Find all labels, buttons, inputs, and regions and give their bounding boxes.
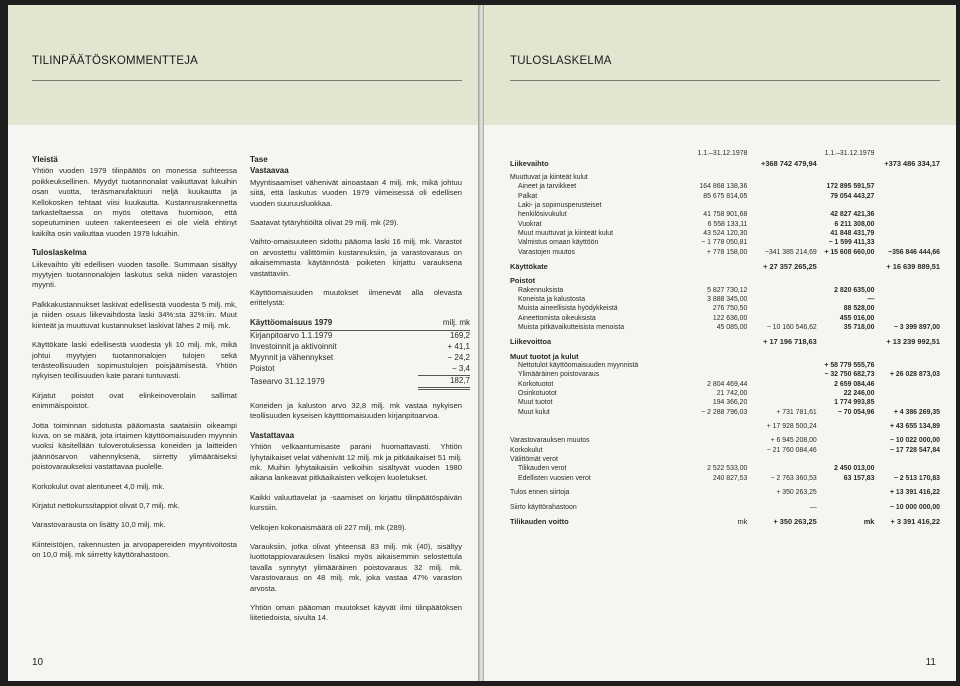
value-1978-detail: 164 868 138,36: [699, 183, 748, 191]
value-1978-total: [747, 370, 816, 379]
value-1978-detail: 85 675 814,05: [703, 192, 748, 200]
row-label: Liikevaihto: [510, 158, 549, 168]
value-1979-total: + 13 239 992,51: [886, 337, 940, 347]
income-row: [510, 408, 940, 417]
row-label: Liikevoittoa: [510, 337, 552, 347]
value-1978-detail: [686, 201, 747, 210]
value-1978-detail: mk: [737, 516, 748, 526]
value-1979-detail: 35 718,00: [843, 324, 875, 332]
row-label: Käyttökate: [510, 261, 548, 271]
paragraph: [32, 520, 237, 530]
kt-row: [250, 375, 470, 388]
right-page: [484, 5, 956, 681]
value-1978-total: − 2 763 360,53: [770, 474, 817, 482]
value-1978-total: [747, 210, 816, 219]
value-1978-detail: 45 085,00: [716, 324, 748, 332]
value-1979-detail: [817, 502, 875, 511]
paragraph: [250, 155, 462, 165]
value-1978-total: + 17 196 718,63: [763, 337, 817, 347]
paragraph-heading: Vastattavaa: [250, 430, 295, 440]
paragraph: [32, 248, 237, 291]
value-1979-total: [874, 276, 940, 285]
value-1978-total: [747, 201, 816, 210]
income-row: [510, 436, 940, 445]
value-1979-total: [874, 210, 940, 219]
value-1978-total: +368 742 479,94: [761, 158, 817, 168]
row-label: Valmistus omaan käyttöön: [518, 239, 599, 247]
value-1978-total: − 21 760 084,46: [766, 446, 817, 454]
value-1978-detail: 5 827 730,12: [707, 286, 748, 294]
income-row: [510, 210, 940, 219]
row-label: Palkat: [518, 192, 538, 200]
value-1978-detail: [686, 173, 747, 182]
paragraph-text: Velkojen kokonaismäärä oli 227 milj. mk (289).: [250, 522, 407, 532]
value-1979-detail: [817, 276, 875, 285]
value-1978-detail: [686, 370, 747, 379]
period-1979: 1.1.–31.12.1979: [824, 150, 875, 158]
value-1979-total: [874, 219, 940, 228]
kt-value: − 24,2: [447, 353, 470, 363]
row-label: Välittömät verot: [510, 456, 558, 464]
paragraph-text: Kirjatut poistot ovat elinkeinoverolain sallimat enimmäispoistot.: [32, 390, 237, 411]
value-1979-total: [874, 464, 940, 473]
value-1979-detail: [817, 201, 875, 210]
paragraph-heading: Vastaavaa: [250, 166, 289, 176]
value-1978-detail: 194 366,20: [712, 399, 748, 407]
value-1979-detail: [817, 446, 875, 455]
value-1978-detail: 276 750,50: [712, 305, 748, 313]
value-1979-total: [874, 191, 940, 200]
paragraph: [250, 237, 462, 279]
value-1979-total: − 3 399 897,00: [893, 324, 940, 332]
income-row: [510, 323, 940, 332]
value-1978-total: [747, 464, 816, 473]
right-page-number: 11: [925, 657, 936, 668]
income-row: [510, 422, 940, 431]
value-1979-detail: 2 820 635,00: [834, 286, 875, 294]
row-label: Siirto käyttörahastoon: [510, 503, 577, 511]
value-1979-detail: mk: [863, 516, 875, 526]
kt-label: Tasearvo 31.12.1979: [250, 376, 325, 386]
value-1978-detail: + 778 158,00: [706, 248, 748, 256]
paragraph: [250, 603, 462, 624]
row-label: [510, 422, 686, 431]
value-1979-detail: 88 528,00: [843, 305, 875, 313]
row-label: Nettotulot käyttöomaisuuden myynnistä: [518, 362, 639, 370]
value-1979-total: +373 486 334,17: [884, 158, 940, 168]
row-label: Tulos ennen siirtoja: [510, 489, 570, 497]
value-1978-detail: 6 558 133,11: [707, 220, 748, 228]
row-label: henkilösivukulut: [518, 211, 567, 219]
value-1978-detail: [686, 361, 747, 370]
value-1979-total: [874, 295, 940, 304]
value-1978-detail: [686, 488, 747, 497]
kayttoomaisuus-table: [250, 318, 470, 390]
kt-label: Investoinnit ja aktivoinnit: [250, 342, 337, 352]
row-label: Aineet ja tarvikkeet: [518, 183, 577, 191]
value-1978-detail: [686, 276, 747, 285]
value-1979-detail: + 15 608 660,00: [824, 248, 875, 256]
income-row: [510, 455, 940, 464]
value-1979-total: [874, 455, 940, 464]
value-1978-detail: [686, 158, 747, 167]
paragraph-text: Varauksiin, jotka olivat yhteensä 83 milj. mk (40), sisältyy luottotappiovarauksen lisäksi myös aikaisemmin selostettula tavalla synnytyt ylimääräinen poistovaraus 32 milj. mk. Varastovaraus on 48 milj. mk, joka vastaa 47% varaston arvosta.: [250, 541, 462, 593]
value-1978-total: [747, 229, 816, 238]
value-1979-total: [874, 380, 940, 389]
row-label: Varastovarauksen muutos: [510, 437, 590, 445]
value-1979-total: + 43 655 134,89: [889, 423, 940, 431]
value-1979-total: −356 846 444,66: [888, 248, 940, 256]
value-1978-total: [747, 398, 816, 407]
paragraph: [250, 523, 462, 533]
kt-row: [250, 353, 470, 364]
paragraph-text: Korkokulut ovat alentuneet 4,0 milj. mk.: [32, 481, 165, 491]
income-row: [510, 247, 940, 256]
value-1979-detail: 2 450 013,00: [834, 465, 875, 473]
value-1978-total: [747, 219, 816, 228]
value-1979-total: [874, 182, 940, 191]
paragraph: [250, 166, 462, 209]
row-label: Muuttuvat ja kiinteät kulut: [510, 173, 588, 181]
row-label: Korkokulut: [510, 446, 543, 454]
value-1978-total: + 27 357 265,25: [763, 261, 817, 271]
value-1978-detail: 43 524 120,30: [703, 229, 748, 237]
value-1979-total: [874, 229, 940, 238]
paragraph-text: Kiinteistöjen, rakennusten ja arvopapereiden myyntivoitosta on 10,0 milj. mk siirretty käyttörahastoon.: [32, 539, 237, 560]
paragraph: [250, 431, 462, 484]
paragraph: [32, 340, 237, 382]
paragraph: [250, 542, 462, 594]
value-1978-total: [747, 380, 816, 389]
paragraph-text: Yhtiön oman pääoman muutokset käyvät ilmi tilinpäätöksen liitetiedoista, sivulta 14.: [250, 602, 462, 623]
value-1978-total: + 6 945 208,00: [770, 437, 817, 445]
income-row: [510, 238, 940, 247]
kt-unit: milj. mk: [418, 318, 470, 331]
value-1978-detail: 240 827,53: [712, 474, 748, 482]
value-1979-total: [874, 304, 940, 313]
kt-label: Poistot: [250, 364, 275, 374]
value-1979-detail: [817, 455, 875, 464]
row-label: Muista pitkävaikutteisista menoista: [518, 324, 625, 332]
income-row: [510, 517, 940, 526]
value-1979-total: − 10 000 000,00: [889, 503, 940, 511]
row-label: Osinkotuotot: [518, 390, 557, 398]
value-1979-total: − 17 728 547,84: [889, 446, 940, 454]
value-1979-detail: 42 827 421,36: [830, 211, 875, 219]
income-row: [510, 370, 940, 379]
kt-title-row: [250, 318, 470, 331]
paragraph: [250, 401, 462, 422]
value-1979-detail: [817, 436, 875, 445]
value-1978-detail: [686, 436, 747, 445]
left-page-number: 10: [32, 657, 44, 668]
value-1979-total: − 2 513 170,83: [893, 474, 940, 482]
kt-label: Kirjanpitoarvo 1.1.1979: [250, 331, 333, 341]
row-label: Muut kulut: [518, 408, 550, 416]
value-1979-detail: 455 016,00: [839, 314, 875, 322]
value-1978-total: [747, 191, 816, 200]
value-1979-detail: 6 211 308,00: [834, 220, 875, 228]
paragraph-text: Käyttökate laski edellisestä vuodesta yli 10 milj. mk, mikä johtui myytyjen tuotannonalojen tulojen sekä terästeollisuuden sopimustulojen poisjäämisestä. Yhtiön nykyisen teollisuuden kate parani tuntuvasti.: [32, 340, 237, 381]
value-1979-detail: 79 054 443,27: [830, 192, 875, 200]
income-row: [510, 276, 940, 285]
paragraph: [32, 482, 237, 492]
income-row: [510, 314, 940, 323]
paragraph-text: Vaihto-omaisuuteen sidottu pääoma laski 16 milj. mk. Varastot on arvostettu välittömiin kustannuksiin, ja varastovaraus on aikaisemmasta käytännöstä poiketen kirjattu varauksena vastattaviin.: [250, 237, 462, 278]
value-1979-detail: − 1 599 411,33: [828, 239, 875, 247]
paragraph-text: Kaikki valuuttavelat ja -saamiset on kirjattu tilinpäätöspäivän kurssiin.: [250, 492, 462, 513]
value-1978-detail: [686, 352, 747, 361]
income-row: [510, 182, 940, 191]
value-1978-total: [747, 295, 816, 304]
kt-title: Käyttöomaisuus 1979: [250, 318, 418, 331]
value-1978-total: [747, 276, 816, 285]
paragraph-heading: Tuloslaskelma: [32, 248, 87, 258]
row-label: Koneista ja kalustosta: [518, 295, 586, 303]
paragraph-text: Yhtiön velkaantumisaste parani huomattavasti. Yhtiön lyhytaikaiset velat vähenivät 12 milj. mk ja pitkäaikaiset 51 milj. mk. Muihin lyhytaikaisiin velkoihin sisältyvät vuoden 1980 aikana lankeavat pitkäaikaisten velkojen kuoletukset.: [250, 442, 462, 483]
value-1978-total: + 731 781,61: [776, 408, 817, 416]
paragraph-heading: Tase: [250, 155, 268, 164]
row-label: Vuokrat: [518, 220, 542, 228]
value-1978-total: − 10 160 546,62: [766, 324, 817, 332]
paragraph-heading: Yleistä: [32, 155, 58, 164]
right-header-rule: [510, 80, 940, 81]
left-column-1: [32, 155, 237, 570]
paragraph: [32, 300, 237, 331]
paragraph-text: Yhtiön vuoden 1979 tilinpäätös on monessa suhteessa poikkeuksellinen. Myydyt tuotannonalat vaikuttavat lukuihin osan vuotta, teräsmanufaktuuri neljä kuukautta ja Kellokosken tehtaat viisi kuukautta. Kustannusrakennetta tarkasteltaessa on myös otettava huomioon, että sopeutuminen uuteen rakenteeseen ei ole vielä ehtinyt kaikilta osin vaikuttaa vuoden 1979 lukuihin.: [32, 166, 237, 238]
kt-row: [250, 330, 470, 342]
value-1978-detail: 2 804 469,44: [707, 380, 748, 388]
value-1978-total: [747, 182, 816, 191]
row-label: Muista aineellisista hyödykkeistä: [518, 305, 618, 313]
value-1979-detail: [817, 352, 875, 361]
value-1978-total: [747, 238, 816, 247]
kt-value: 182,7: [418, 375, 470, 388]
value-1979-detail: [817, 158, 875, 167]
value-1978-total: [747, 352, 816, 361]
paragraph-text: Käyttöomaisuuden muutokset ilmenevät alla olevasta erittelystä:: [250, 288, 462, 308]
paragraph-text: Palkkakustannukset laskivat edellisestä vuodesta 5 milj. mk, ja niiden osuus liikevaihdosta laski 34%:sta 32%:iin. Muut kiinteät ja muuttuvat kustannukset laskivat lähes 2 milj. mk.: [32, 299, 237, 330]
row-label: Muut tuotot ja kulut: [510, 351, 579, 361]
income-row: [510, 464, 940, 473]
income-row: [510, 488, 940, 497]
paragraph-text: Liikevaihto ylti edellisen vuoden tasolle. Summaan sisältyy myytyjen tuotannonalojen laskutus sekä niiden varastojen myynti.: [32, 259, 237, 290]
row-label: Edellisten vuosien verot: [518, 474, 591, 482]
value-1978-total: [747, 361, 816, 370]
value-1978-total: [747, 304, 816, 313]
value-1978-detail: [686, 455, 747, 464]
value-1979-total: [874, 238, 940, 247]
income-row: [510, 361, 940, 370]
paragraph-text: Saatavat tytäryhtiöiltä olivat 29 milj. mk (29).: [250, 218, 399, 228]
value-1979-detail: —: [867, 295, 875, 303]
value-1979-total: [874, 173, 940, 182]
row-label: Laki- ja sopimusperusteiset: [518, 201, 602, 209]
value-1978-detail: 122 636,00: [712, 314, 748, 322]
left-page: [8, 5, 478, 681]
value-1979-detail: 63 157,83: [843, 474, 875, 482]
value-1978-detail: [686, 262, 747, 271]
value-1979-total: [874, 398, 940, 407]
value-1979-total: + 16 639 889,51: [886, 261, 940, 271]
value-1978-detail: [686, 337, 747, 346]
value-1978-detail: [686, 502, 747, 511]
income-row: [510, 474, 940, 483]
income-row: [510, 201, 940, 210]
row-label: Varastojen muutos: [518, 248, 575, 256]
income-row: [510, 502, 940, 511]
paragraph-text: Kirjatut nettokurssitappiot olivat 0,7 milj. mk.: [32, 500, 180, 510]
income-row: [510, 380, 940, 389]
value-1979-detail: [817, 173, 875, 182]
income-row: [510, 285, 940, 294]
value-1978-detail: 21 742,00: [716, 390, 748, 398]
kt-row: [250, 364, 470, 376]
income-row: [510, 304, 940, 313]
book-spread: [8, 5, 956, 681]
row-label: Muut muuttuvat ja kiinteät kulut: [518, 229, 613, 237]
value-1979-detail: − 32 750 682,73: [824, 371, 875, 379]
left-column-2: [250, 155, 470, 633]
value-1979-total: − 10 022 000,00: [889, 437, 940, 445]
value-1979-detail: 22 246,00: [843, 390, 875, 398]
income-row: [510, 173, 940, 182]
value-1978-total: —: [809, 503, 817, 511]
value-1978-total: [747, 455, 816, 464]
kt-value: + 41,1: [447, 342, 470, 352]
value-1978-detail: − 1 778 050,81: [701, 239, 748, 247]
value-1979-total: [874, 201, 940, 210]
right-section-title: TULOSLASKELMA: [510, 55, 612, 67]
value-1978-detail: 3 888 345,00: [707, 295, 748, 303]
value-1979-detail: 172 895 591,57: [826, 183, 875, 191]
value-1978-total: + 17 928 500,24: [766, 423, 817, 431]
value-1978-detail: − 2 288 796,03: [701, 408, 748, 416]
value-1978-detail: [686, 446, 747, 455]
row-label: Tilikauden voitto: [510, 516, 569, 526]
value-1978-total: + 350 263,25: [773, 516, 817, 526]
paragraph: [32, 501, 237, 511]
income-row: [510, 191, 940, 200]
kt-value: 169,2: [449, 331, 470, 341]
value-1979-detail: − 70 054,96: [837, 408, 875, 416]
row-label: Poistot: [510, 276, 536, 286]
value-1979-total: [874, 352, 940, 361]
value-1978-detail: 2 522 533,00: [707, 465, 748, 473]
income-statement: [510, 149, 940, 526]
value-1979-detail: 1 774 993,85: [834, 399, 875, 407]
value-1979-detail: 2 659 084,46: [834, 380, 875, 388]
value-1979-total: + 3 391 416,22: [890, 516, 940, 526]
income-row: [510, 219, 940, 228]
paragraph: [250, 218, 462, 228]
value-1978-detail: [686, 422, 747, 431]
value-1979-total: [874, 285, 940, 294]
income-row: [510, 398, 940, 407]
value-1979-detail: + 58 779 555,76: [824, 362, 875, 370]
income-row: [510, 352, 940, 361]
left-section-title: TILINPÄÄTÖSKOMMENTTEJA: [32, 55, 199, 67]
period-1978: 1.1.–31.12.1978: [697, 150, 748, 158]
value-1978-total: [747, 285, 816, 294]
kt-label: Myynnit ja vähennykset: [250, 353, 334, 363]
value-1979-total: + 13 391 416,22: [889, 489, 940, 497]
paragraph: [32, 421, 237, 473]
income-row: [510, 389, 940, 398]
value-1979-total: + 26 028 873,03: [889, 371, 940, 379]
paragraph-text: Jotta toiminnan sidotusta pääomasta saataisiin oikeampi kuva, on se määrä, jota irtaimen käyttöomaisuuden myynnin vuoksi käsitellään tuloverotuksessa koneiden ja laitteiden jäännösarvon vähennyksenä, siirretty ylimääräiseksi poistovaraukseksi vastattavaa puolelle.: [32, 420, 237, 472]
value-1979-detail: [817, 262, 875, 271]
kt-row: [250, 342, 470, 353]
income-row: [510, 229, 940, 238]
value-1978-total: + 350 263,25: [776, 489, 817, 497]
value-1979-total: + 4 386 269,35: [893, 408, 940, 416]
paragraph-text: Varastovarausta on lisätty 10,0 milj. mk.: [32, 520, 166, 530]
row-label: Rakennuksista: [518, 286, 564, 294]
income-row: [510, 158, 940, 167]
income-row: [510, 446, 940, 455]
value-1979-total: [874, 314, 940, 323]
paragraph: [250, 493, 462, 514]
value-1978-detail: 41 758 901,68: [703, 211, 748, 219]
value-1978-total: [747, 173, 816, 182]
value-1979-detail: [817, 337, 875, 346]
paragraph-text: Koneiden ja kaluston arvo 32,8 milj. mk vastaa nykyisen teollisuuden kyseisen käyttöomaisuuden kirjanpitoarvoa.: [250, 400, 462, 421]
value-1978-total: [747, 389, 816, 398]
row-label: Ylimääräinen poistovaraus: [518, 371, 600, 379]
kt-value: − 3,4: [418, 364, 470, 376]
paragraph-text: Myyntisaamiset vähenivät ainoastaan 4 milj. mk, mikä johtuu siitä, että laskutus vuoden 1979 viimeisessä oli edellisen vuoden suuruusluokkaa.: [250, 177, 462, 208]
value-1979-detail: [817, 488, 875, 497]
paragraph: [250, 288, 462, 309]
value-1979-detail: [817, 422, 875, 431]
row-label: Tilikauden verot: [518, 465, 567, 473]
income-row: [510, 295, 940, 304]
paragraph: [32, 540, 237, 561]
value-1979-total: [874, 361, 940, 370]
value-1979-detail: 41 848 431,79: [830, 229, 875, 237]
left-header-rule: [32, 80, 462, 81]
income-row: [510, 337, 940, 346]
row-label: Korkotuotot: [518, 380, 554, 388]
value-1978-total: −341 385 214,69: [764, 248, 817, 256]
income-row: [510, 262, 940, 271]
value-1979-total: [874, 389, 940, 398]
row-label: Aineettomista oikeuksista: [518, 314, 596, 322]
paragraph: [32, 155, 237, 239]
row-label: Muut tuotot: [518, 399, 553, 407]
paragraph: [32, 391, 237, 412]
value-1978-total: [747, 314, 816, 323]
